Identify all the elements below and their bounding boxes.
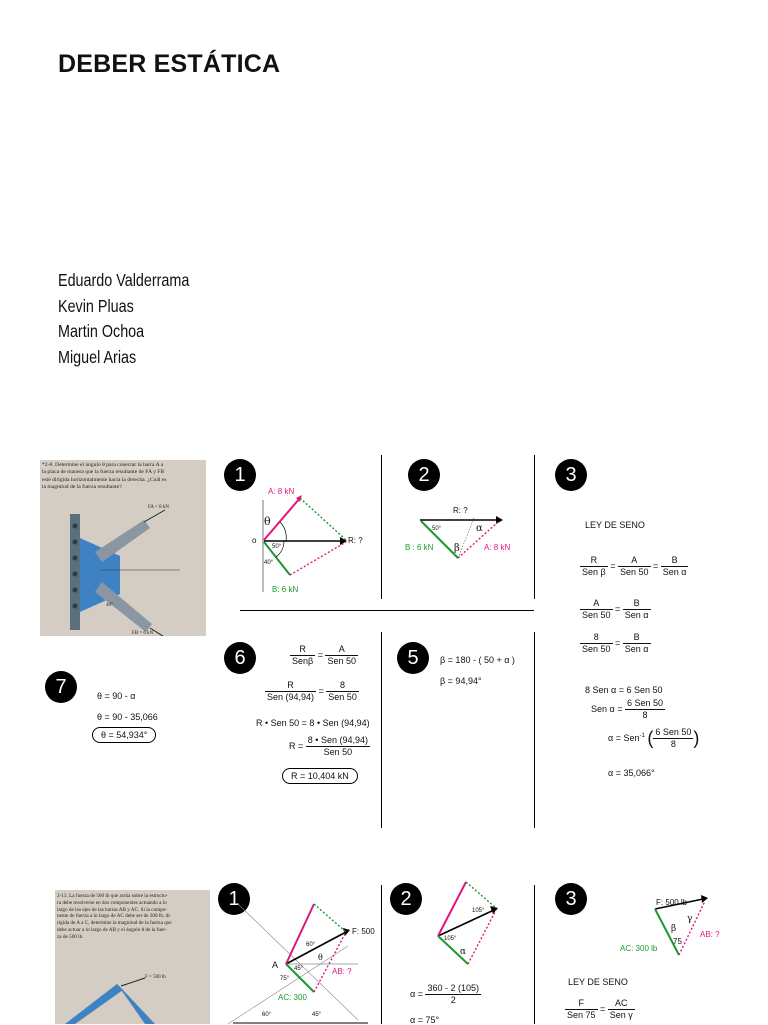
point-a-label: A bbox=[272, 960, 279, 970]
equation-line: θ = 90 - α bbox=[97, 691, 136, 701]
angle-label: 60° bbox=[306, 942, 316, 948]
length-label: 75 bbox=[673, 937, 682, 946]
step-number: 7 bbox=[45, 671, 77, 703]
result-box: θ = 54,934° bbox=[92, 727, 156, 743]
divider bbox=[381, 632, 382, 828]
divider bbox=[534, 455, 535, 599]
force-label: F: 500 bbox=[352, 927, 375, 936]
resultant-label: R: ? bbox=[453, 506, 468, 515]
force-ab-label: AB: ? bbox=[700, 930, 720, 939]
divider bbox=[534, 632, 535, 828]
beta-label: β bbox=[454, 543, 460, 554]
angle-label: 60° bbox=[262, 1012, 272, 1018]
divider bbox=[534, 885, 535, 1024]
equation: $\frac{F}{\text{Sen 75}}$ = $\frac{AC}{\text{Sen γ}}$ bbox=[567, 998, 633, 1020]
scan-text-line: rigida de A a C, determine la magnitud de la fuerza que bbox=[57, 920, 172, 927]
step-number: 2 bbox=[390, 883, 422, 915]
equation-line: 8 Sen α = 6 Sen 50 bbox=[585, 685, 663, 695]
section-heading: LEY DE SENO bbox=[585, 520, 645, 530]
angle-label: 75° bbox=[280, 976, 290, 982]
author-name: Martin Ochoa bbox=[58, 321, 145, 341]
equation-line: β = 180 - ( 50 + α ) bbox=[440, 655, 515, 665]
resultant-label: R: ? bbox=[348, 536, 363, 545]
scan-f-label: F = 500 lb bbox=[145, 975, 166, 980]
scan-text-line: ra debe resolverse en dos componentes actuando a lo bbox=[57, 899, 167, 906]
vector-diagram-2 bbox=[400, 500, 530, 570]
scan-text-line: *2-8. Determine el ángulo θ para conectar la barra A a bbox=[42, 462, 164, 468]
scan-text-line: largo de los ejes de las barras AB y AC. Si la compo- bbox=[57, 906, 168, 913]
force-ac-label: AC: 300 lb bbox=[620, 944, 658, 953]
step-number: 6 bbox=[224, 642, 256, 674]
plate-figure bbox=[40, 494, 206, 636]
angle-label: 45° bbox=[294, 966, 304, 972]
equation-line: β = 94,94° bbox=[440, 676, 482, 686]
force-b-label: B: 6 kN bbox=[272, 585, 299, 594]
author-name: Miguel Arias bbox=[58, 346, 137, 367]
theta-label: θ bbox=[318, 953, 323, 962]
result-box: R = 10,404 kN bbox=[282, 768, 358, 784]
author-name: Kevin Pluas bbox=[58, 295, 134, 316]
step-number: 3 bbox=[555, 883, 587, 915]
problem-1-scan bbox=[40, 460, 206, 636]
equation: α = Sen$^{-1}$ ( $\frac{\text{6 Sen 50}}{8}$ ) bbox=[608, 727, 700, 749]
angle-label: 50° bbox=[272, 544, 282, 550]
equation-line: R • Sen 50 = 8 • Sen (94,94) bbox=[256, 718, 370, 728]
problem-2-scan bbox=[55, 890, 210, 1024]
step-number: 2 bbox=[408, 459, 440, 491]
gamma-label: γ bbox=[687, 914, 693, 924]
force-ab-label: AB: ? bbox=[332, 967, 352, 976]
scan-text-line: nente de fuerza a lo largo de AC debe ser de 300 lb, di- bbox=[57, 913, 172, 920]
scan-angle-label: 40° bbox=[106, 603, 113, 608]
scan-text-line: za de 500 lb. bbox=[57, 933, 84, 940]
step-number: 1 bbox=[218, 883, 250, 915]
equation: Sen α = $\frac{\text{6 Sen 50}}{8}$ bbox=[591, 698, 664, 720]
equation: $\frac{R}{\text{Sen (94,94)}}$ = $\frac{8}{\text{Sen 50}}$ bbox=[267, 680, 357, 702]
equation: R = $\frac{\text{8 • Sen (94,94)}}{\text{Sen 50}}$ bbox=[289, 735, 368, 757]
scan-text-line: debe actuar a lo largo de AB y el ángulo θ de la fuer- bbox=[57, 926, 167, 933]
author-name: Eduardo Valderrama bbox=[58, 270, 190, 290]
force-a-label: A: 8 kN bbox=[268, 487, 295, 496]
equation: $\frac{R}{\text{Senβ}}$ = $\frac{A}{\text{Sen 50}}$ bbox=[292, 644, 356, 666]
force-ac-label: AC: 300 bbox=[278, 993, 307, 1002]
equation-line: θ = 90 - 35,066 bbox=[97, 712, 158, 722]
scan-text-line: la placa de manera que la fuerza resultante de FA y FB bbox=[42, 469, 165, 476]
equation: α = $\frac{360 - 2 (105)}{2}$ bbox=[410, 983, 480, 1005]
beta-label: β bbox=[671, 924, 677, 934]
frame-figure bbox=[55, 970, 210, 1024]
step-number: 5 bbox=[397, 642, 429, 674]
divider bbox=[240, 610, 534, 611]
step-number: 3 bbox=[555, 459, 587, 491]
angle-label: 40° bbox=[264, 560, 274, 566]
scan-text-line: 2-13. La fuerza de 500 lb que actúa sobre la estructu- bbox=[57, 893, 168, 899]
equation: $\frac{R}{\text{Sen β}}$ = $\frac{A}{\text{Sen 50}}$ = $\frac{B}{\text{Sen α}}$ bbox=[582, 555, 687, 577]
force-b-label: B : 6 kN bbox=[405, 543, 434, 552]
theta-label: θ bbox=[264, 515, 271, 528]
force-a-label: A: 8 kN bbox=[484, 543, 511, 552]
equation-line: α = 35,066° bbox=[608, 768, 655, 778]
angle-label: 105° bbox=[472, 908, 485, 914]
vector-diagram-p2-3 bbox=[615, 893, 725, 963]
alpha-label: α bbox=[476, 523, 483, 534]
vector-diagram-1 bbox=[240, 480, 380, 600]
step-number: 1 bbox=[224, 459, 256, 491]
force-label: F: 500 lb bbox=[656, 898, 688, 907]
scan-fb-label: FB = 6 kN bbox=[132, 631, 154, 636]
angle-label: 45° bbox=[312, 1012, 322, 1018]
origin-label: o bbox=[252, 536, 257, 545]
angle-label: 50° bbox=[432, 526, 442, 532]
alpha-label: α bbox=[460, 947, 467, 957]
equation-line: α = 75° bbox=[410, 1015, 440, 1025]
section-heading: LEY DE SENO bbox=[568, 977, 628, 987]
author-list bbox=[58, 268, 189, 370]
vector-diagram-p2-1 bbox=[228, 896, 378, 1024]
divider bbox=[381, 455, 382, 599]
divider bbox=[381, 885, 382, 1024]
page-title: DEBER ESTÁTICA bbox=[58, 50, 281, 78]
vector-diagram-p2-2 bbox=[432, 878, 512, 968]
equation: $\frac{8}{\text{Sen 50}}$ = $\frac{B}{\text{Sen α}}$ bbox=[582, 632, 649, 654]
angle-label: 105° bbox=[444, 936, 457, 942]
scan-text-line: esté dirigida horizontalmente hacia la derecha. ¿Cuál es bbox=[42, 476, 167, 483]
scan-text-line: la magnitud de la fuerza resultante? bbox=[42, 484, 122, 491]
equation: $\frac{A}{\text{Sen 50}}$ = $\frac{B}{\text{Sen α}}$ bbox=[582, 598, 649, 620]
scan-fa-label: FA = 8 kN bbox=[148, 505, 169, 510]
